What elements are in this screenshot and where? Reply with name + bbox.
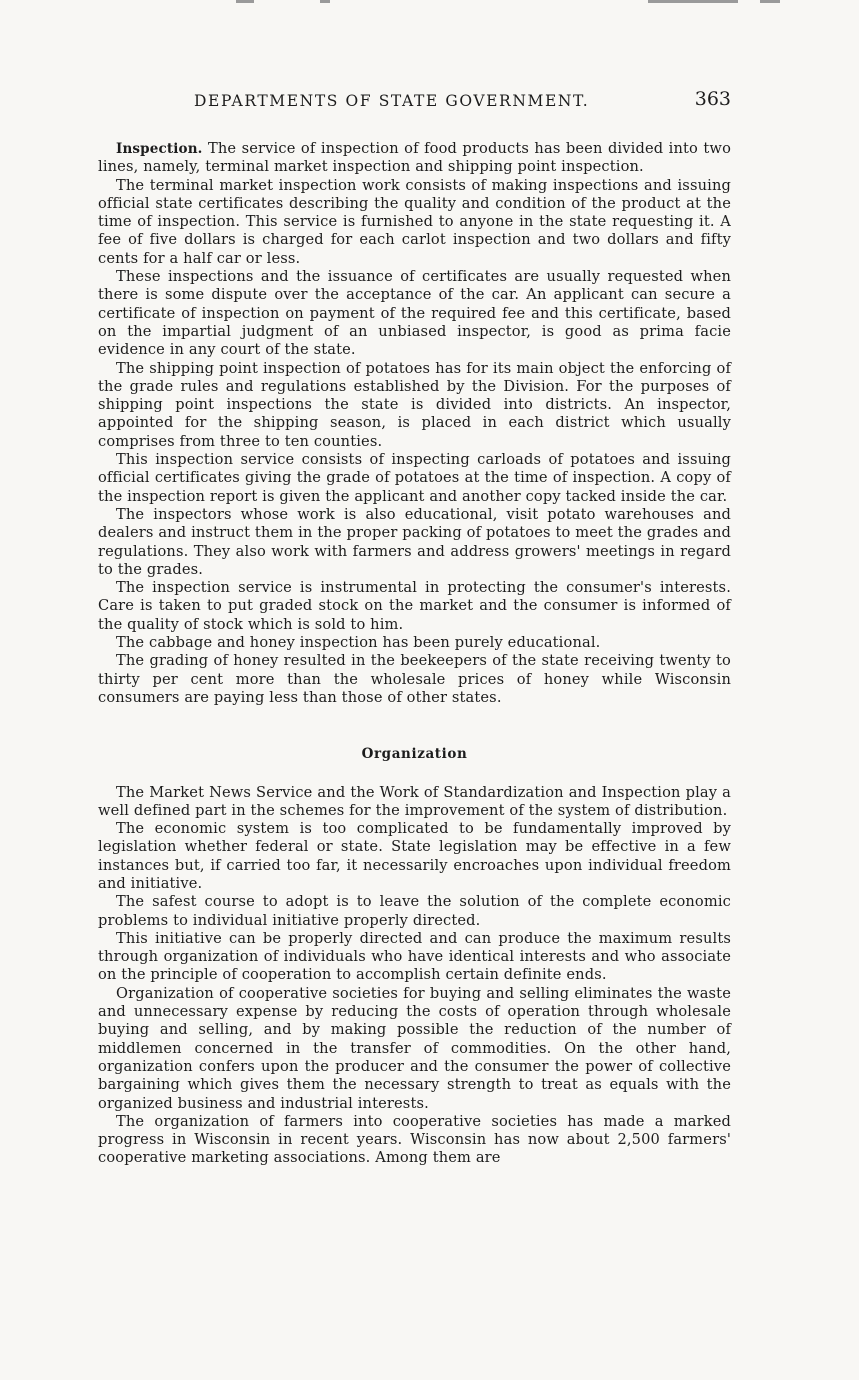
- paragraph: This initiative can be properly directed and can produce the maximum results through organization of individuals who have identical interests and who associate on the principle of cooperation to accomplish certain definite ends.: [98, 929, 731, 984]
- paragraph: The cabbage and honey inspection has been purely educational.: [116, 634, 601, 652]
- paragraph: The terminal market inspection work consists of making inspections and issuing official state certificates describing the quality and condition of the product at the time of inspection. This service is furnished to anyone in the state requesting it. A fee of five dollars is charged for each carlot inspection and two dollars and fifty cents for a half car or less.: [98, 176, 731, 267]
- paragraph: Organization of cooperative societies for buying and selling eliminates the waste and unnecessary expense by reducing the costs of operation through wholesale buying and selling, and by making possible the reduction of the number of middlemen concerned in the transfer of commodities. On the other hand, organization confers upon the producer and the consumer the power of collective bargaining which gives them the necessary strength to treat as equals with the organized business and industrial interests.: [98, 984, 731, 1112]
- body-text: [98, 140, 731, 1168]
- paragraph: The inspection service is instrumental in protecting the consumer's interests. Care is taken to put graded stock on the market and the consumer is informed of the quality of stock which is sold to him.: [98, 579, 731, 633]
- section-heading-organization: Organization: [361, 746, 468, 763]
- paragraph: The economic system is too complicated to be fundamentally improved by legislation whether federal or state. State legislation may be effective in a few instances but, if carried too far, it necessarily encroaches upon individual freedom and initiative.: [98, 820, 731, 892]
- book-page: [98, 88, 731, 1168]
- scan-edge-marks: [0, 0, 859, 6]
- paragraph: The Market News Service and the Work of Standardization and Inspection play a well defined part in the schemes for the improvement of the system of distribution.: [98, 783, 731, 819]
- page-number: 363: [694, 88, 731, 110]
- paragraph: The inspectors whose work is also educational, visit potato warehouses and dealers and instruct them in the proper packing of potatoes to meet the grades and regulations. They also work with farmers and address growers' meetings in regard to the grades.: [98, 505, 731, 578]
- paragraph: These inspections and the issuance of certificates are usually requested when there is some dispute over the acceptance of the car. An applicant can secure a certificate of inspection on payment of the required fee and this certificate, based on the impartial judgment of an unbiased inspector, is good as prima facie evidence in any court of the state.: [98, 268, 731, 359]
- paragraph: The grading of honey resulted in the beekeepers of the state receiving twenty to thirty per cent more than the wholesale prices of honey while Wisconsin consumers are paying less than those of other states.: [98, 652, 731, 706]
- paragraph: The safest course to adopt is to leave the solution of the complete economic problems to individual initiative properly directed.: [98, 893, 731, 929]
- paragraph: The shipping point inspection of potatoes has for its main object the enforcing of the grade rules and regulations established by the Division. For the purposes of shipping point inspections the state is divided into districts. An inspector, appointed for the shipping season, is placed in each district which usually comprises from three to ten counties.: [98, 359, 731, 450]
- page-header: [98, 88, 731, 120]
- inspection-run-in-heading: Inspection.: [116, 141, 203, 157]
- paragraph: [98, 140, 731, 177]
- paragraph: The organization of farmers into cooperative societies has made a marked progress in Wisconsin in recent years. Wisconsin has now about 2,500 farmers' cooperative marketing associations. Among them are: [98, 1112, 731, 1167]
- paragraph-text: The service of inspection of food products has been divided into two lines, namely, terminal market inspection and shipping point inspection.: [98, 140, 731, 176]
- paragraph: This inspection service consists of inspecting carloads of potatoes and issuing official certificates giving the grade of potatoes at the time of inspection. A copy of the inspection report is given the applicant and another copy tacked inside the car.: [98, 451, 731, 505]
- running-head: DEPARTMENTS OF STATE GOVERNMENT.: [194, 92, 590, 110]
